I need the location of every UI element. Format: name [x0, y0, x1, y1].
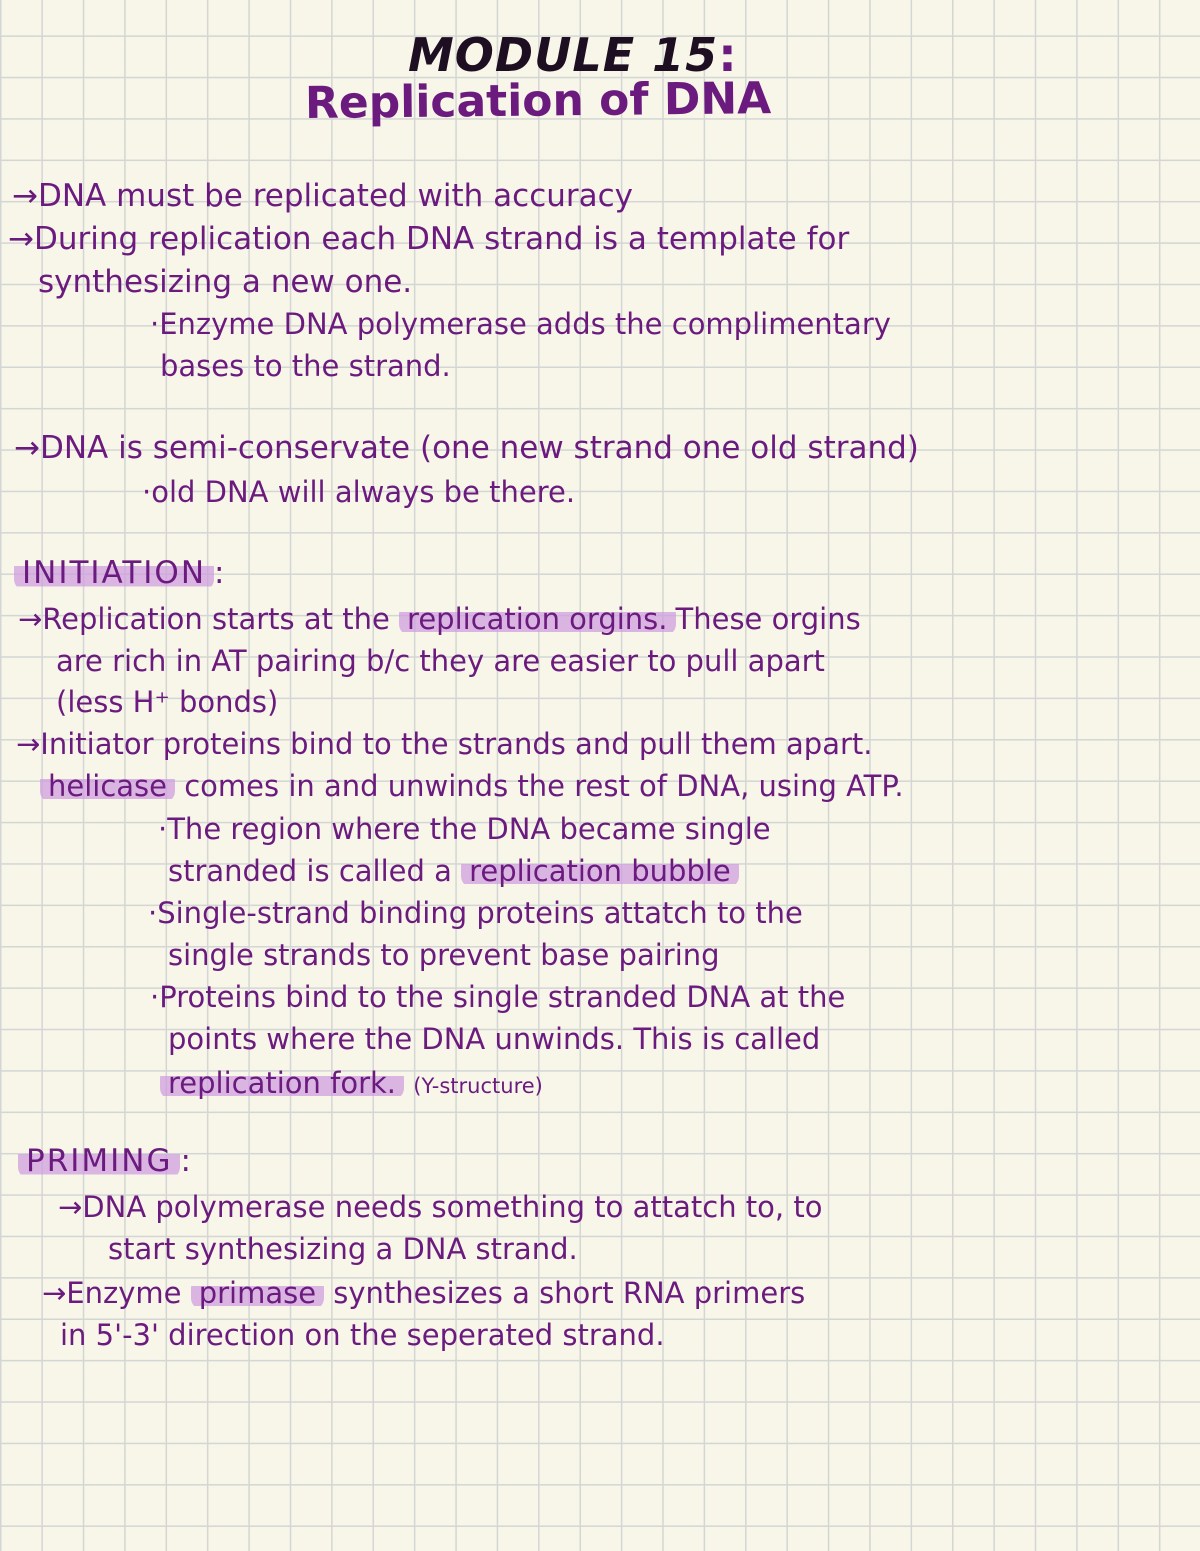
term-replication-fork: replication fork. — [160, 1066, 404, 1100]
initiation-line-3: (less H⁺ bonds) — [56, 685, 279, 719]
module-title-colon: : — [718, 28, 738, 82]
y-structure-note: (Y-structure) — [413, 1074, 543, 1098]
module-subtitle: Replication of DNA — [304, 73, 772, 129]
intro-bullet-1-cont: bases to the strand. — [160, 349, 451, 383]
initiation-bullet-1-cont — [168, 851, 739, 891]
intro-bullet-2: ·old DNA will always be there. — [142, 475, 576, 509]
initiation-heading-colon: : — [214, 555, 227, 591]
initiation-bullet-2: ·Single-strand binding proteins attatch to the — [148, 896, 803, 930]
initiation-line-4: →Initiator proteins bind to the strands and pull them apart. — [16, 727, 873, 761]
priming-line-3 — [42, 1273, 805, 1313]
priming-line-3-post: synthesizes a short RNA primers — [324, 1276, 806, 1310]
initiation-heading-text: INITIATION — [14, 555, 214, 591]
priming-line-2: start synthesizing a DNA strand. — [108, 1232, 578, 1266]
term-primase: primase — [191, 1276, 324, 1310]
initiation-line-1 — [18, 599, 861, 639]
term-replication-bubble: replication bubble — [461, 854, 739, 888]
initiation-line-1-post: These orgins — [675, 602, 861, 636]
intro-line-1: →DNA must be replicated with accuracy — [12, 178, 634, 214]
initiation-bullet-1-pre: stranded is called a — [168, 854, 462, 888]
priming-line-1: →DNA polymerase needs something to attatch to, to — [58, 1190, 823, 1224]
initiation-line-5 — [40, 766, 904, 806]
priming-heading — [18, 1141, 193, 1181]
initiation-line-1-pre: →Replication starts at the — [18, 602, 400, 636]
initiation-line-2: are rich in AT pairing b/c they are easier to pull apart — [56, 644, 825, 678]
intro-line-semiconservative: →DNA is semi-conservate (one new strand one old strand) — [14, 430, 919, 466]
intro-line-2: →During replication each DNA strand is a template for — [8, 221, 850, 257]
initiation-heading — [14, 553, 226, 593]
intro-line-3: synthesizing a new one. — [38, 264, 413, 300]
initiation-bullet-3-end — [160, 1063, 543, 1106]
initiation-bullet-2-cont: single strands to prevent base pairing — [168, 938, 720, 972]
priming-line-4: in 5'-3' direction on the seperated strand. — [60, 1318, 665, 1352]
initiation-line-5-post: comes in and unwinds the rest of DNA, using ATP. — [175, 769, 904, 803]
intro-bullet-1: ·Enzyme DNA polymerase adds the complimentary — [150, 307, 891, 341]
initiation-bullet-3-cont: points where the DNA unwinds. This is called — [168, 1022, 821, 1056]
module-title-text: MODULE 15 — [408, 28, 719, 82]
priming-heading-text: PRIMING — [18, 1143, 180, 1179]
initiation-bullet-3: ·Proteins bind to the single stranded DNA at the — [150, 980, 846, 1014]
priming-line-3-pre: →Enzyme — [42, 1276, 191, 1310]
term-replication-origins: replication orgins. — [399, 602, 675, 636]
initiation-bullet-1: ·The region where the DNA became single — [158, 812, 771, 846]
term-helicase: helicase — [40, 769, 175, 803]
priming-heading-colon: : — [180, 1143, 193, 1179]
